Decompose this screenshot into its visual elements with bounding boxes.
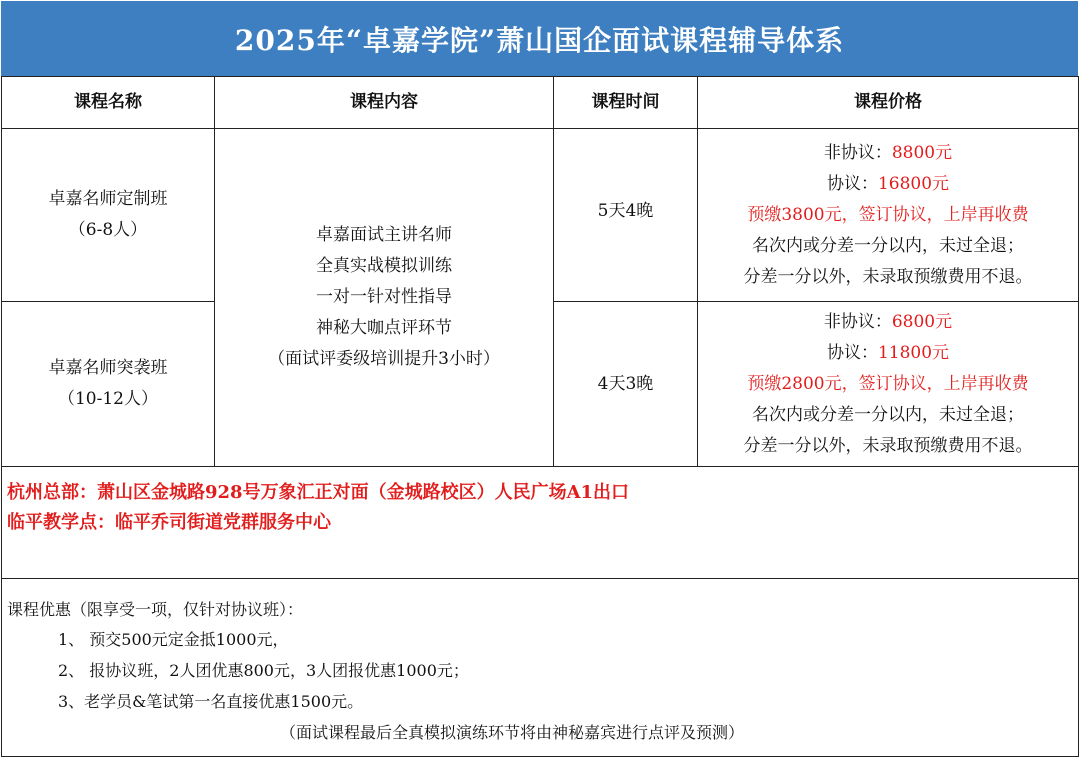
- class-1-time-text: 5天4晚: [597, 200, 654, 221]
- class-2-time: [554, 302, 697, 466]
- page-title: 2025年“卓嘉学院”萧山国企面试课程辅导体系: [1, 1, 1078, 76]
- class-1-name: 卓嘉名师定制班: [48, 189, 168, 209]
- price-label: 非协议：: [823, 142, 892, 163]
- discount-item: 3、老学员&笔试第一名直接优惠1500元。: [58, 692, 364, 711]
- class-2-size: （10-12人）: [57, 389, 158, 409]
- class-2-refund-2: 分差一分以外，未录取预缴费用不退。: [743, 435, 1033, 456]
- price-value: 16800元: [877, 173, 950, 194]
- price-value: 11800元: [877, 342, 950, 363]
- price-label: 协议：: [826, 342, 878, 363]
- discount-note: （面试课程最后全真模拟演练环节将由神秘嘉宾进行点评及预测）: [280, 723, 745, 742]
- header-course-content: 课程内容: [350, 92, 418, 112]
- class-2-prepay: 预缴2800元，签订协议，上岸再收费: [747, 373, 1029, 394]
- content-line: 神秘大咖点评环节: [316, 318, 452, 338]
- class-1-size: （6-8人）: [68, 220, 148, 240]
- header-course-time: 课程时间: [591, 92, 660, 112]
- class-1-name-cell: [2, 129, 214, 301]
- discount-heading: 课程优惠（限享受一项，仅针对协议班）：: [7, 600, 304, 619]
- right-border: [1078, 76, 1079, 757]
- class-1-price-cell: [698, 129, 1078, 301]
- price-value: 6800元: [891, 311, 953, 332]
- discount-item: 2、 报协议班，2人团优惠800元，3人团报优惠1000元；: [58, 661, 469, 680]
- class-2-refund-1: 名次内或分差一分以内，未过全退；: [752, 404, 1024, 425]
- class-1-price-agree: [827, 169, 949, 200]
- class-1-price-nonagree: [824, 138, 952, 169]
- class-2-price-cell: [698, 302, 1078, 466]
- address-bottom-border: [1, 578, 1079, 579]
- class-2-time-text: 4天3晚: [597, 373, 654, 394]
- class-1-refund-1: 名次内或分差一分以内，未过全退；: [752, 235, 1024, 256]
- address-linping: 临平教学点：临平乔司街道党群服务中心: [7, 512, 331, 533]
- discount-item: 1、 预交500元定金抵1000元，: [58, 630, 289, 649]
- class-1-refund-2: 分差一分以外，未录取预缴费用不退。: [743, 266, 1033, 287]
- price-value: 8800元: [891, 142, 953, 163]
- header-course-name: 课程名称: [74, 92, 142, 112]
- class-2-name-cell: [2, 302, 214, 466]
- class-1-prepay: 预缴3800元，签订协议，上岸再收费: [747, 204, 1029, 225]
- price-label: 非协议：: [823, 311, 892, 332]
- class-2-price-agree: [827, 338, 949, 369]
- class-2-price-nonagree: [824, 307, 952, 338]
- content-line: 卓嘉面试主讲名师: [316, 225, 452, 245]
- table-bottom-border: [1, 466, 1079, 467]
- course-content-cell: [215, 129, 553, 466]
- address-hangzhou: 杭州总部：萧山区金城路928号万象汇正对面（金城路校区）人民广场A1出口: [7, 482, 630, 503]
- content-line: （面试评委级培训提升3小时）: [268, 349, 500, 369]
- class-2-name: 卓嘉名师突袭班: [48, 358, 168, 378]
- price-label: 协议：: [826, 173, 878, 194]
- header-course-price: 课程价格: [854, 92, 922, 112]
- class-1-time: [554, 129, 697, 301]
- content-line: 全真实战模拟训练: [316, 256, 452, 276]
- content-line: 一对一针对性指导: [316, 287, 452, 307]
